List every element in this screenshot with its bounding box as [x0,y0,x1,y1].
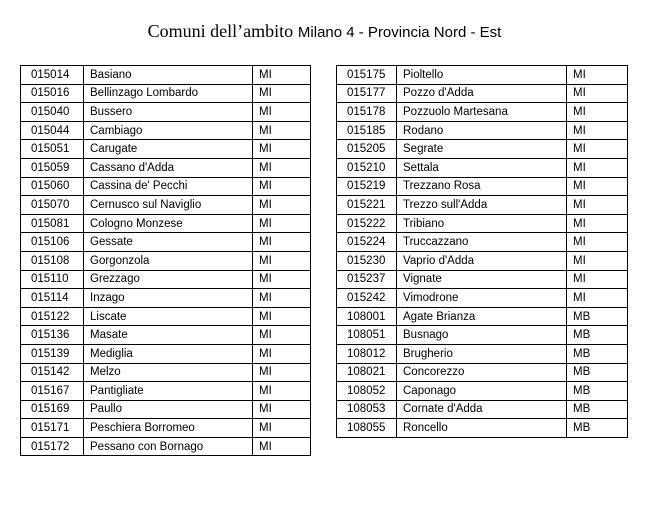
province-cell: MB [567,307,628,326]
province-cell: MI [253,214,311,233]
province-cell: MI [567,66,628,85]
table-row [21,363,311,382]
code-cell: 015139 [21,344,84,363]
code-cell: 015210 [337,158,397,177]
name-cell: Roncello [397,419,567,438]
name-cell: Tribiano [397,214,567,233]
province-cell: MI [253,307,311,326]
name-cell: Pioltello [397,66,567,85]
name-cell: Pantigliate [84,382,253,401]
name-cell: Gessate [84,233,253,252]
name-cell: Bussero [84,103,253,122]
table-row [21,270,311,289]
table-row [337,177,628,196]
table-row [21,66,311,85]
province-cell: MI [253,196,311,215]
name-cell: Pozzo d'Adda [397,84,567,103]
province-cell: MI [567,196,628,215]
code-cell: 015060 [21,177,84,196]
code-cell: 015237 [337,270,397,289]
name-cell: Cologno Monzese [84,214,253,233]
name-cell: Brugherio [397,344,567,363]
name-cell: Basiano [84,66,253,85]
code-cell: 015136 [21,326,84,345]
code-cell: 015172 [21,437,84,456]
table-row [337,66,628,85]
province-cell: MI [567,251,628,270]
table-row [21,326,311,345]
page-title-prefix: Comuni dell’ambito [147,21,294,41]
name-cell: Cassano d'Adda [84,158,253,177]
province-cell: MI [567,289,628,308]
province-cell: MB [567,326,628,345]
code-cell: 015142 [21,363,84,382]
table-row [337,84,628,103]
table-row [337,400,628,419]
code-cell: 015169 [21,400,84,419]
province-cell: MI [567,121,628,140]
code-cell: 015106 [21,233,84,252]
name-cell: Pozzuolo Martesana [397,103,567,122]
province-cell: MB [567,344,628,363]
province-cell: MI [567,270,628,289]
code-cell: 108051 [337,326,397,345]
table-row [337,140,628,159]
province-cell: MI [253,326,311,345]
code-cell: 015177 [337,84,397,103]
code-cell: 015224 [337,233,397,252]
table-row [21,400,311,419]
table-row [21,214,311,233]
table-row [337,419,628,438]
table-row [21,103,311,122]
code-cell: 015230 [337,251,397,270]
name-cell: Concorezzo [397,363,567,382]
province-cell: MI [567,103,628,122]
name-cell: Busnago [397,326,567,345]
province-cell: MI [253,270,311,289]
table-row [337,270,628,289]
code-cell: 015059 [21,158,84,177]
code-cell: 015016 [21,84,84,103]
name-cell: Pessano con Bornago [84,437,253,456]
province-cell: MI [567,140,628,159]
name-cell: Cassina de' Pecchi [84,177,253,196]
province-cell: MB [567,363,628,382]
name-cell: Liscate [84,307,253,326]
province-cell: MI [253,437,311,456]
province-cell: MB [567,382,628,401]
name-cell: Carugate [84,140,253,159]
name-cell: Masate [84,326,253,345]
code-cell: 108052 [337,382,397,401]
name-cell: Paullo [84,400,253,419]
province-cell: MI [567,84,628,103]
code-cell: 015040 [21,103,84,122]
table-row [337,196,628,215]
code-cell: 015114 [21,289,84,308]
province-cell: MI [253,400,311,419]
code-cell: 015222 [337,214,397,233]
name-cell: Inzago [84,289,253,308]
code-cell: 015014 [21,66,84,85]
name-cell: Caponago [397,382,567,401]
name-cell: Cambiago [84,121,253,140]
province-cell: MI [253,103,311,122]
code-cell: 015108 [21,251,84,270]
code-cell: 108012 [337,344,397,363]
code-cell: 015205 [337,140,397,159]
code-cell: 015219 [337,177,397,196]
table-row [21,140,311,159]
table-row [337,382,628,401]
name-cell: Vaprio d'Adda [397,251,567,270]
province-cell: MB [567,419,628,438]
table-row [337,103,628,122]
province-cell: MI [253,382,311,401]
province-cell: MI [253,121,311,140]
municipalities-table-right [336,65,628,438]
table-row [21,289,311,308]
province-cell: MI [253,289,311,308]
name-cell: Settala [397,158,567,177]
code-cell: 015081 [21,214,84,233]
table-row [21,233,311,252]
table-row [21,251,311,270]
province-cell: MI [567,214,628,233]
name-cell: Rodano [397,121,567,140]
table-row [21,158,311,177]
table-row [337,251,628,270]
name-cell: Bellinzago Lombardo [84,84,253,103]
table-row [21,177,311,196]
province-cell: MI [567,177,628,196]
name-cell: Truccazzano [397,233,567,252]
table-row [21,437,311,456]
code-cell: 015242 [337,289,397,308]
code-cell: 015175 [337,66,397,85]
name-cell: Trezzo sull'Adda [397,196,567,215]
table-row [337,326,628,345]
province-cell: MI [253,251,311,270]
code-cell: 015070 [21,196,84,215]
table-row [337,289,628,308]
code-cell: 108055 [337,419,397,438]
code-cell: 015044 [21,121,84,140]
table-row [337,344,628,363]
table-row [337,363,628,382]
province-cell: MI [253,66,311,85]
table-row [21,307,311,326]
code-cell: 108053 [337,400,397,419]
name-cell: Peschiera Borromeo [84,419,253,438]
province-cell: MI [253,363,311,382]
code-cell: 015051 [21,140,84,159]
name-cell: Grezzago [84,270,253,289]
province-cell: MI [253,140,311,159]
name-cell: Gorgonzola [84,251,253,270]
province-cell: MI [253,419,311,438]
table-row [337,307,628,326]
page-title [0,20,649,44]
table-row [337,214,628,233]
code-cell: 108021 [337,363,397,382]
province-cell: MI [567,158,628,177]
code-cell: 015178 [337,103,397,122]
province-cell: MI [253,158,311,177]
name-cell: Cornate d'Adda [397,400,567,419]
province-cell: MI [253,177,311,196]
name-cell: Segrate [397,140,567,159]
page-title-district: Milano 4 - Provincia Nord - Est [297,24,502,41]
table-row [21,382,311,401]
province-cell: MI [253,233,311,252]
code-cell: 015167 [21,382,84,401]
table-row [21,419,311,438]
code-cell: 015185 [337,121,397,140]
province-cell: MI [253,344,311,363]
table-row [337,233,628,252]
name-cell: Vignate [397,270,567,289]
table-row [337,158,628,177]
code-cell: 015221 [337,196,397,215]
name-cell: Cernusco sul Naviglio [84,196,253,215]
name-cell: Vimodrone [397,289,567,308]
table-row [21,344,311,363]
code-cell: 015171 [21,419,84,438]
name-cell: Melzo [84,363,253,382]
table-row [21,196,311,215]
province-cell: MB [567,400,628,419]
name-cell: Trezzano Rosa [397,177,567,196]
province-cell: MI [253,84,311,103]
code-cell: 015122 [21,307,84,326]
province-cell: MI [567,233,628,252]
name-cell: Agate Brianza [397,307,567,326]
code-cell: 108001 [337,307,397,326]
table-row [21,84,311,103]
table-row [21,121,311,140]
name-cell: Mediglia [84,344,253,363]
table-row [337,121,628,140]
municipalities-table-left [20,65,311,456]
code-cell: 015110 [21,270,84,289]
